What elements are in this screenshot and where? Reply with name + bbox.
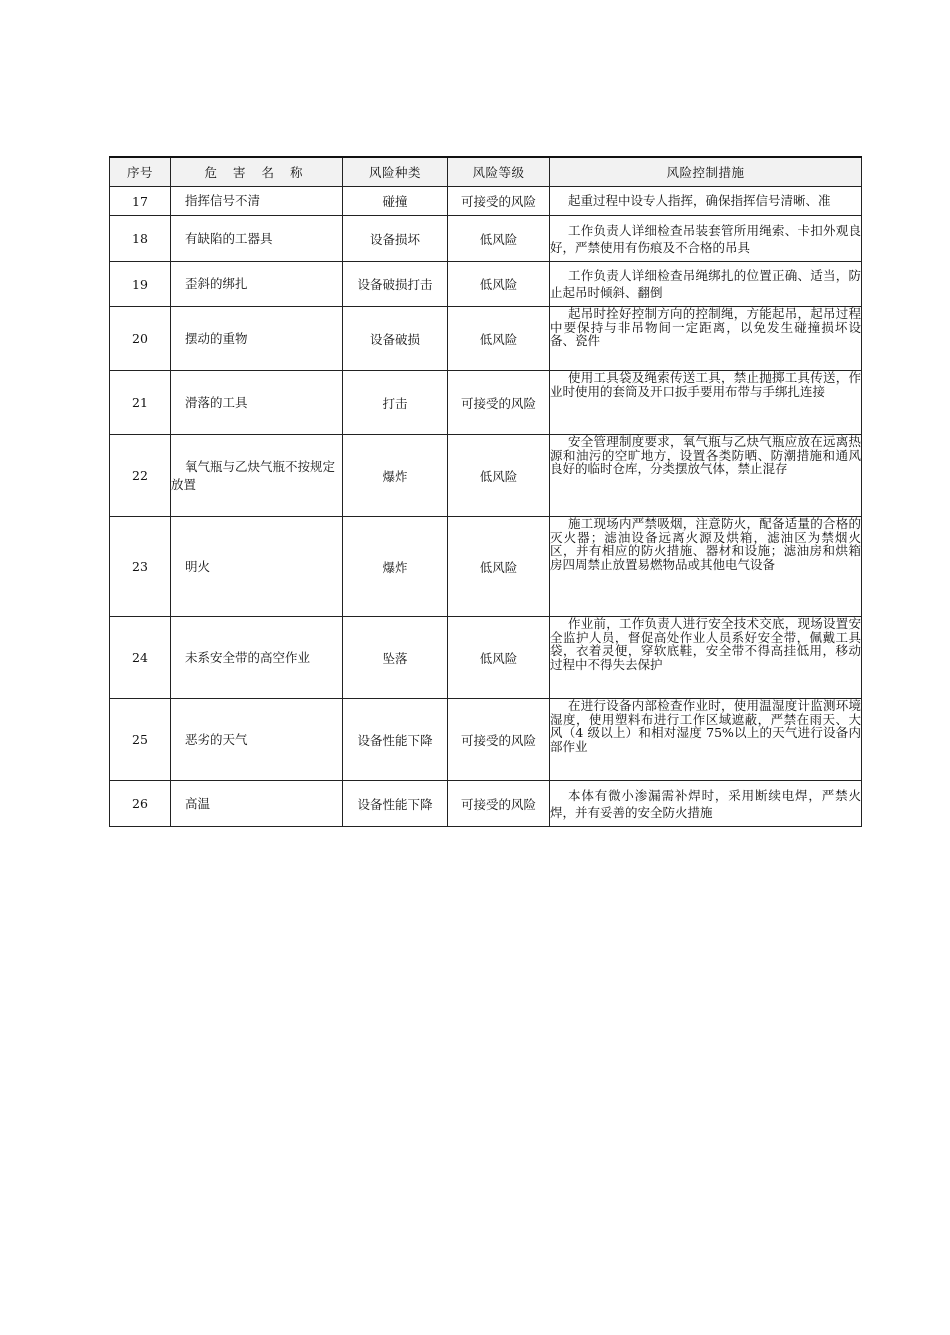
control-text: 安全管理制度要求，氧气瓶与乙炔气瓶应放在远离热源和油污的空旷地方，设置各类防晒、防潮措施和通风良好的临时仓库，分类摆放气体，禁止混存 — [550, 434, 861, 476]
table-header-row — [110, 157, 862, 187]
row-risk-type: 设备破损打击 — [343, 262, 448, 307]
header-risk-type: 风险种类 — [343, 157, 448, 187]
control-text: 在进行设备内部检查作业时，使用温湿度计监测环境湿度，使用塑料布进行工作区域遮蔽，严禁在雨天、大风（4 级以上）和相对湿度 75%以上的天气进行设备内部作业 — [550, 698, 861, 754]
row-control — [550, 187, 862, 216]
row-risk-type: 爆炸 — [343, 517, 448, 617]
row-index: 26 — [110, 781, 171, 827]
control-text: 本体有微小渗漏需补焊时，采用断续电焊，严禁火焊，并有妥善的安全防火措施 — [550, 788, 861, 820]
table-row — [110, 262, 862, 307]
table-row — [110, 307, 862, 371]
row-hazard-name — [171, 517, 343, 617]
row-risk-level: 低风险 — [448, 617, 550, 699]
row-index: 24 — [110, 617, 171, 699]
row-risk-level: 低风险 — [448, 262, 550, 307]
table-row — [110, 617, 862, 699]
hazard-name-text: 氧气瓶与乙炔气瓶不按规定放置 — [171, 458, 336, 492]
row-risk-type: 打击 — [343, 371, 448, 435]
hazard-name-text: 摆动的重物 — [185, 330, 248, 346]
row-index: 20 — [110, 307, 171, 371]
row-hazard-name — [171, 187, 343, 216]
row-risk-type: 设备性能下降 — [343, 699, 448, 781]
row-control — [550, 371, 862, 435]
row-hazard-name — [171, 781, 343, 827]
table-row — [110, 435, 862, 517]
row-hazard-name — [171, 617, 343, 699]
control-text: 工作负责人详细检查吊绳绑扎的位置正确、适当，防止起吊时倾斜、翻倒 — [550, 268, 861, 300]
table-row — [110, 517, 862, 617]
row-risk-type: 坠落 — [343, 617, 448, 699]
hazard-name-text: 指挥信号不清 — [185, 193, 261, 208]
row-control — [550, 435, 862, 517]
control-text: 起重过程中设专人指挥，确保指挥信号清晰、准 — [568, 193, 831, 209]
row-hazard-name — [171, 216, 343, 262]
hazard-name-text: 高温 — [185, 795, 211, 811]
row-hazard-name — [171, 435, 343, 517]
hazard-name-text: 未系安全带的高空作业 — [185, 649, 311, 665]
row-risk-type: 设备破损 — [343, 307, 448, 371]
row-risk-level: 低风险 — [448, 216, 550, 262]
row-hazard-name — [171, 262, 343, 307]
row-risk-level: 低风险 — [448, 517, 550, 617]
hazard-name-text: 有缺陷的工器具 — [185, 230, 273, 246]
row-risk-level: 可接受的风险 — [448, 781, 550, 827]
control-text: 作业前，工作负责人进行安全技术交底，现场设置安全监护人员，督促高处作业人员系好安全带，佩戴工具袋，衣着灵便，穿软底鞋，安全带不得高挂低用，移动过程中不得失去保护 — [550, 616, 861, 672]
row-index: 19 — [110, 262, 171, 307]
row-control — [550, 781, 862, 827]
row-index: 23 — [110, 517, 171, 617]
row-control — [550, 617, 862, 699]
row-index: 25 — [110, 699, 171, 781]
control-text: 起吊时拴好控制方向的控制绳，方能起吊，起吊过程中要保持与非吊物间一定距离，以免发生碰撞损坏设备、瓷件 — [550, 306, 861, 348]
hazard-name-text: 恶劣的天气 — [185, 731, 248, 747]
header-risk-level: 风险等级 — [448, 157, 550, 187]
header-hazard-name: 危 害 名 称 — [171, 157, 343, 187]
row-risk-type: 设备性能下降 — [343, 781, 448, 827]
hazard-name-text: 滑落的工具 — [185, 394, 248, 410]
row-risk-level: 可接受的风险 — [448, 371, 550, 435]
control-text: 工作负责人详细检查吊装套管所用绳索、卡扣外观良好，严禁使用有伤痕及不合格的吊具 — [550, 223, 861, 255]
row-risk-level: 低风险 — [448, 435, 550, 517]
row-control — [550, 216, 862, 262]
row-index: 21 — [110, 371, 171, 435]
table-row — [110, 371, 862, 435]
header-index: 序号 — [110, 157, 171, 187]
row-risk-type: 碰撞 — [343, 187, 448, 216]
row-risk-type: 设备损坏 — [343, 216, 448, 262]
table-row — [110, 781, 862, 827]
row-control — [550, 262, 862, 307]
row-hazard-name — [171, 307, 343, 371]
table-row — [110, 216, 862, 262]
control-text: 使用工具袋及绳索传送工具，禁止抛掷工具传送，作业时使用的套筒及开口扳手要用布带与手绑扎连接 — [550, 370, 861, 399]
row-control — [550, 517, 862, 617]
row-index: 18 — [110, 216, 171, 262]
control-text: 施工现场内严禁吸烟，注意防火，配备适量的合格的灭火器；滤油设备远离火源及烘箱，滤油区为禁烟火区，并有相应的防火措施、器材和设施；滤油房和烘箱房四周禁止放置易燃物品或其他电气设备 — [550, 516, 861, 572]
row-hazard-name — [171, 699, 343, 781]
row-index: 17 — [110, 187, 171, 216]
row-control — [550, 699, 862, 781]
row-hazard-name — [171, 371, 343, 435]
row-risk-level: 可接受的风险 — [448, 187, 550, 216]
row-index: 22 — [110, 435, 171, 517]
risk-control-table — [109, 156, 862, 827]
hazard-name-text: 明火 — [185, 558, 211, 574]
table-row — [110, 699, 862, 781]
row-risk-level: 可接受的风险 — [448, 699, 550, 781]
row-risk-type: 爆炸 — [343, 435, 448, 517]
table-row — [110, 187, 862, 216]
header-control: 风险控制措施 — [550, 157, 862, 187]
row-control — [550, 307, 862, 371]
row-risk-level: 低风险 — [448, 307, 550, 371]
hazard-name-text: 歪斜的绑扎 — [185, 276, 248, 291]
